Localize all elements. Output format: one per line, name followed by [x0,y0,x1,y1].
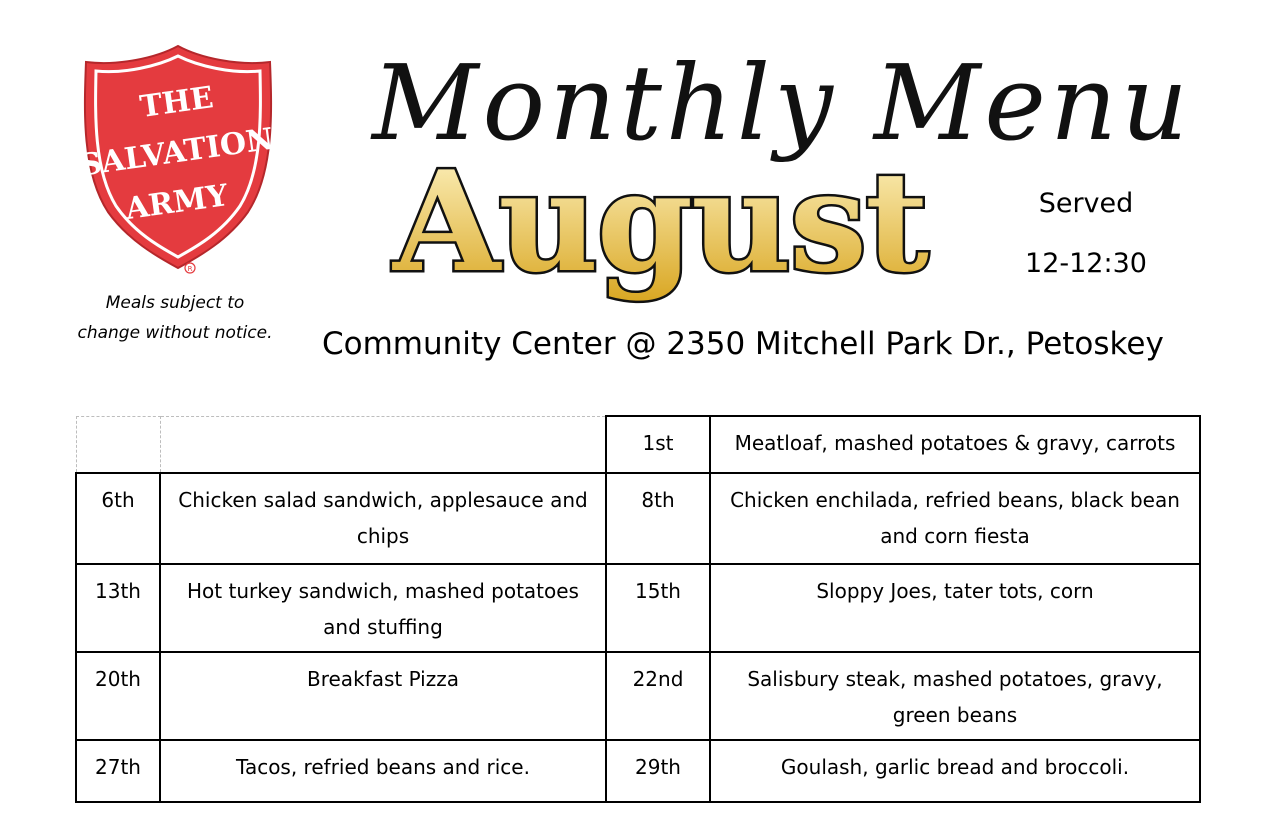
meal-cell: Tacos, refried beans and rice. [160,740,606,802]
meal-cell: Meatloaf, mashed potatoes & gravy, carrots [710,416,1200,473]
menu-table [75,415,1201,803]
day-cell: 27th [76,740,160,802]
day-cell: 13th [76,564,160,652]
meal-cell: Sloppy Joes, tater tots, corn [710,564,1200,652]
day-cell: 22nd [606,652,710,740]
table-row [76,564,1200,652]
table-row [76,652,1200,740]
day-cell: 1st [606,416,710,473]
meal-cell: Chicken enchilada, refried beans, black bean and corn fiesta [710,473,1200,564]
meal-cell [160,416,606,473]
notice-line-1: Meals subject to [105,293,245,313]
location-address: Community Center @ 2350 Mitchell Park Dr., Petoskey [322,326,1164,362]
day-cell: 6th [76,473,160,564]
day-cell: 29th [606,740,710,802]
meal-cell: Breakfast Pizza [160,652,606,740]
change-notice [62,288,288,348]
month-heading [300,148,1020,318]
svg-text:R: R [187,265,193,273]
day-cell: 20th [76,652,160,740]
month-name: August [393,148,927,303]
meal-cell: Salisbury steak, mashed potatoes, gravy, green beans [710,652,1200,740]
day-cell [76,416,160,473]
svg-text:SALVATION: SALVATION [78,121,276,184]
svg-text:ARMY: ARMY [123,178,231,228]
day-cell: 15th [606,564,710,652]
served-time: 12-12:30 [1025,248,1147,279]
page-title: Monthly Menu [372,42,1192,164]
meal-cell: Hot turkey sandwich, mashed potatoes and stuffing [160,564,606,652]
notice-line-2: change without notice. [77,323,273,343]
salvation-army-logo [78,42,278,278]
table-row [76,473,1200,564]
table-row [76,416,1200,473]
svg-text:THE: THE [137,80,216,126]
day-cell: 8th [606,473,710,564]
served-label: Served [1038,188,1134,219]
meal-cell: Goulash, garlic bread and broccoli. [710,740,1200,802]
meal-cell: Chicken salad sandwich, applesauce and chips [160,473,606,564]
table-row [76,740,1200,802]
